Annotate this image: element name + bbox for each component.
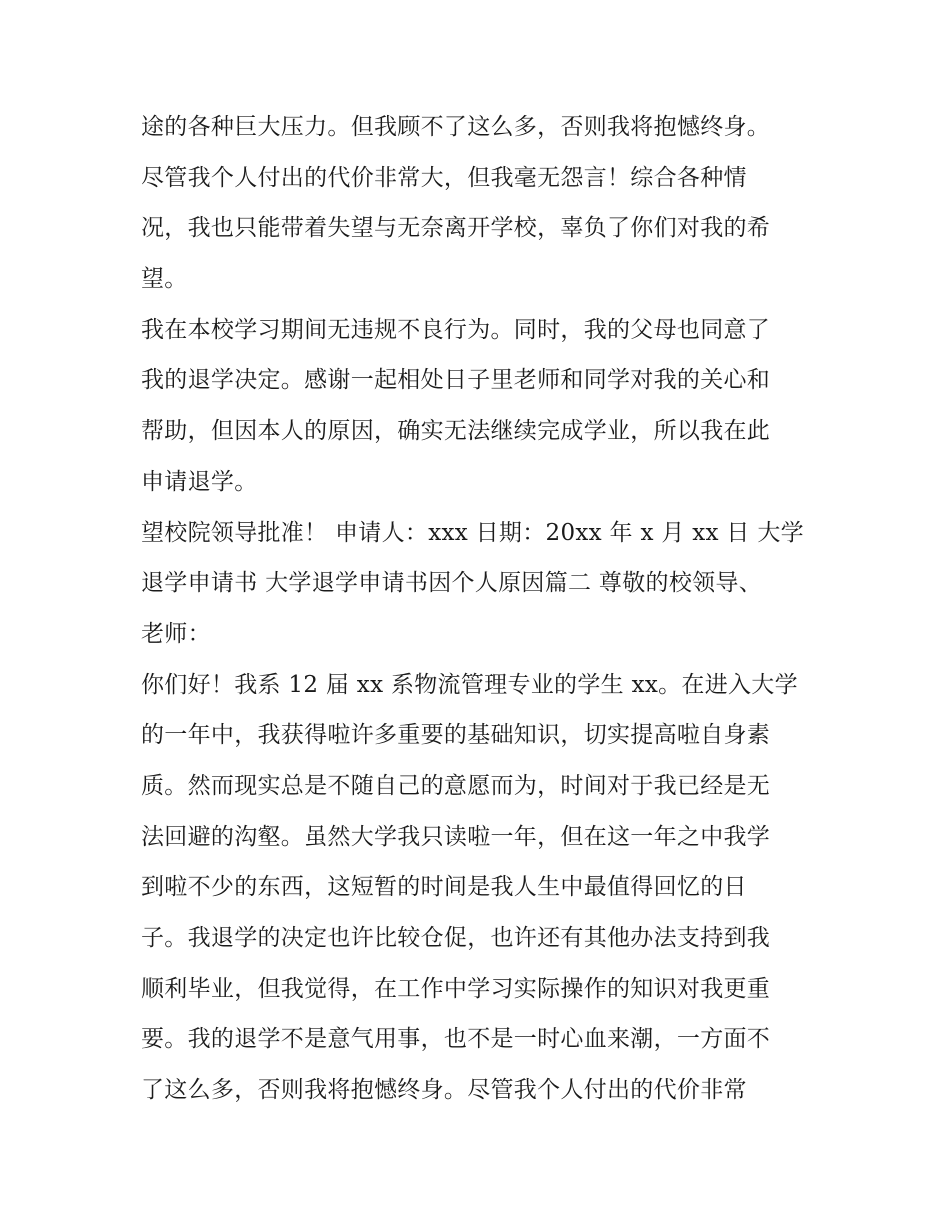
text-line: 顺利毕业，但我觉得，在工作中学习实际操作的知识对我更重 [141, 975, 771, 1002]
text-line: 退学申请书 大学退学申请书因个人原因篇二 尊敬的校领导、 [141, 570, 763, 597]
text-line: 申请退学。 [141, 468, 258, 495]
text-line: 老师： [141, 620, 211, 647]
text-line: 我在本校学习期间无违规不良行为。同时，我的父母也同意了 [141, 316, 771, 343]
text-line: 质。然而现实总是不随自己的意愿而为，时间对于我已经是无 [141, 772, 771, 799]
text-line: 途的各种巨大压力。但我顾不了这么多，否则我将抱憾终身。 [141, 114, 771, 140]
text-line: 你们好！我系 12 届 xx 系物流管理专业的学生 xx。在进入大学 [141, 671, 798, 698]
text-line: 要。我的退学不是意气用事，也不是一时心血来潮，一方面不 [141, 1026, 771, 1053]
text-line: 的一年中，我获得啦许多重要的基础知识，切实提高啦自身素 [141, 722, 771, 749]
text-line: 尽管我个人付出的代价非常大，但我毫无怨言！综合各种情 [141, 164, 747, 191]
text-line: 帮助，但因本人的原因，确实无法继续完成学业，所以我在此 [141, 418, 771, 445]
text-line: 望。 [141, 266, 188, 293]
text-line: 法回避的沟壑。虽然大学我只读啦一年，但在这一年之中我学 [141, 823, 771, 850]
text-line: 我的退学决定。感谢一起相处日子里老师和同学对我的关心和 [141, 367, 771, 394]
text-line: 望校院领导批准！ 申请人：xxx 日期：20xx 年 x 月 xx 日 大学 [141, 519, 804, 546]
text-line: 到啦不少的东西，这短暂的时间是我人生中最值得回忆的日 [141, 874, 747, 901]
document-body [141, 102, 821, 1116]
text-line: 了这么多，否则我将抱憾终身。尽管我个人付出的代价非常 [141, 1077, 747, 1104]
text-line: 况，我也只能带着失望与无奈离开学校，辜负了你们对我的希 [141, 215, 771, 242]
text-line: 子。我退学的决定也许比较仓促，也许还有其他办法支持到我 [141, 925, 771, 951]
